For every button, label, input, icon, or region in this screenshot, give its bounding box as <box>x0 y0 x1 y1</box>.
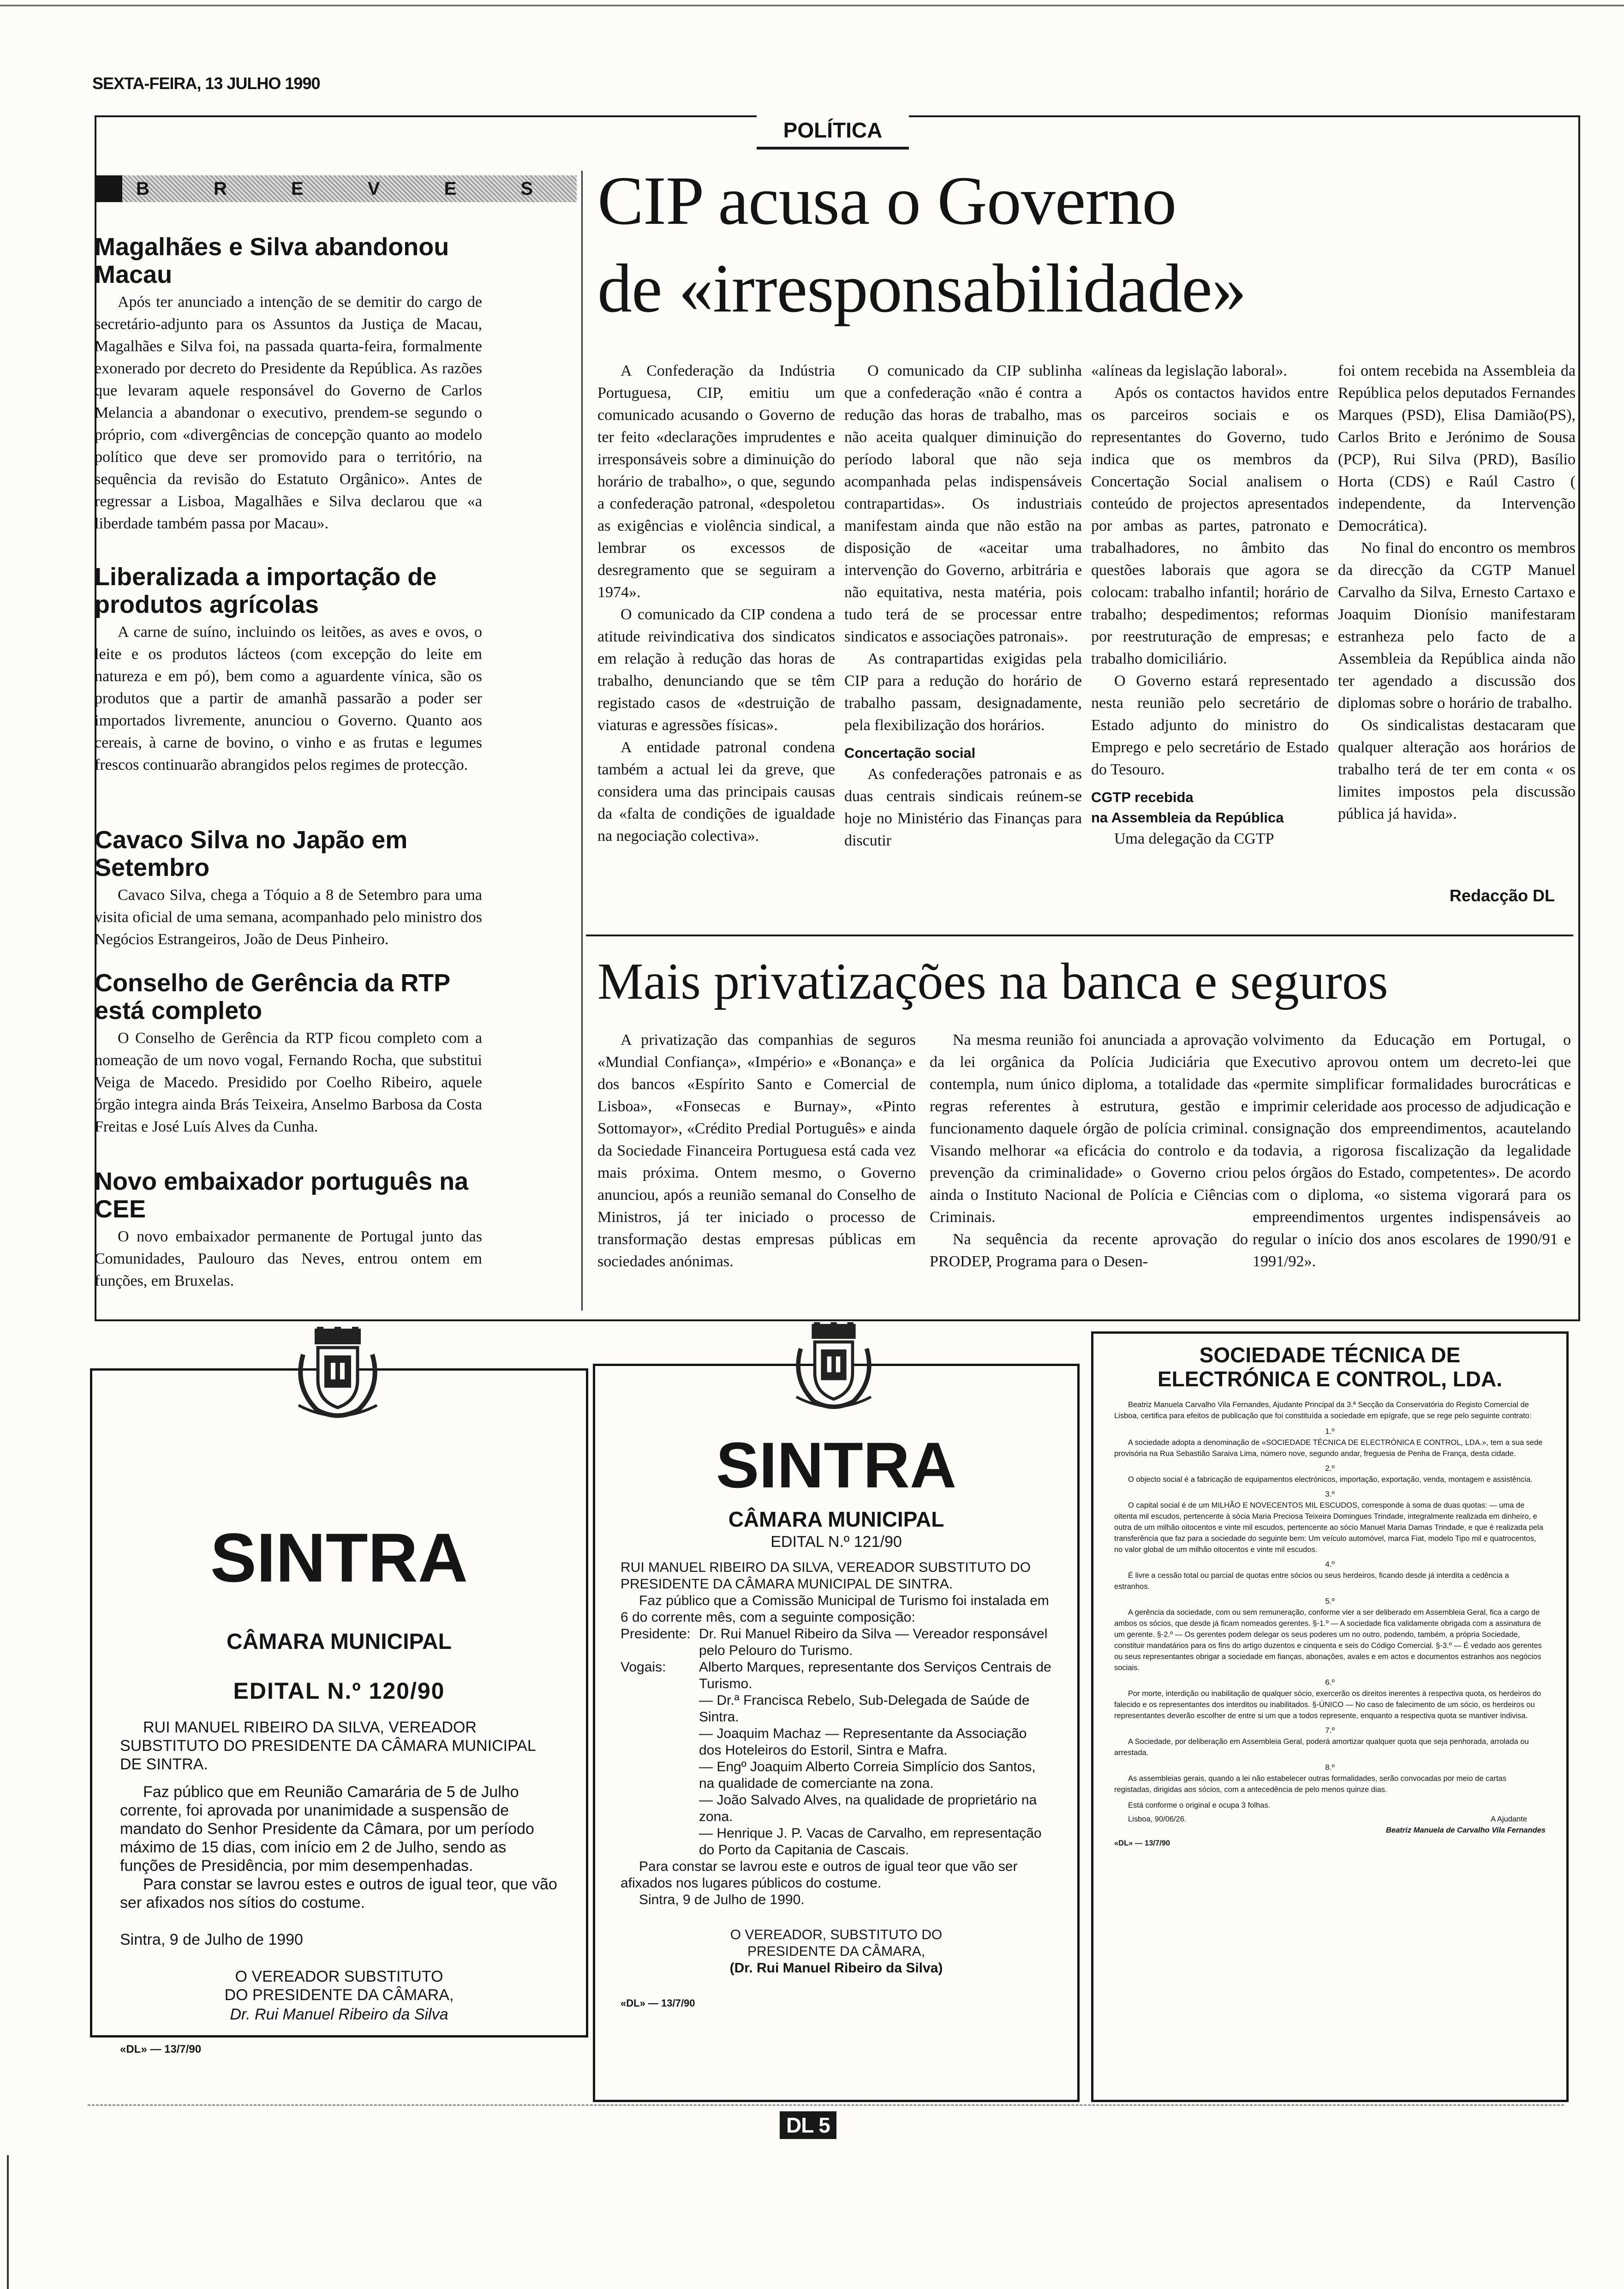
ad-label: Presidente: <box>621 1626 691 1642</box>
second-column-3 <box>1253 1029 1571 1288</box>
paragraph: As confederações patronais e as duas centrais sindicais reúnem-se hoje no Ministério das Finanças para discutir <box>844 766 1082 849</box>
article-number: 7.º <box>1325 1726 1335 1735</box>
ad-date: Sintra, 9 de Julho de 1990 <box>120 1931 303 1948</box>
paragraph: foi ontem recebida na Assembleia da República pelos deputados Fernandes Marques (PSD), Elisa Damião(PS), Carlos Brito e Jerónimo de Sousa (PCP), Rui Silva (PRD), Basílio Horta (CDS) e Raúl Castro ( independente, da Intervenção Democrática). <box>1338 362 1576 534</box>
ad-article <box>1114 1596 1546 1673</box>
subheading: Concertação social <box>844 745 976 761</box>
article-number: 4.º <box>1325 1560 1335 1569</box>
brief-magalhaes <box>95 233 482 535</box>
ad-signature-title: A Ajudante <box>1491 1815 1527 1823</box>
paragraph: Na sequência da recente aprovação do PRODEP, Programa para o Desen- <box>930 1231 1248 1270</box>
ad-paragraph: Para constar se lavrou este e outros de igual teor que vão ser afixados nos lugares públicos do costume. <box>621 1859 1018 1891</box>
article-text: O capital social é de um MILHÃO E NOVECENTOS MIL ESCUDOS, corresponde à soma de duas quotas: — uma de oitenta mil escudos, pertencente à sócia Maria Preciosa Teixeira Domingues Trindade, integralmente realizada em dinheiro, e outra de um milhão oitocentos e vinte mil escudos, pertencente ao sócio Manuel Maria Damas Trindade, e que é realizada pela transferência que faz para a sociedade do seguinte bem: Um veículo automóvel, marca Fiat, modelo Tipo mil e quatrocentos, no valor global de um milhão oitocentos e vinte mil escudos. <box>1114 1501 1544 1554</box>
brief-text: O novo embaixador permanente de Portugal junto das Comunidades, Paulouro das Neves, entrou ontem em funções, em Bruxelas. <box>95 1228 482 1289</box>
ad-signature-title: O VEREADOR SUBSTITUTO <box>235 1968 443 1985</box>
paragraph: O comunicado da CIP condena a atitude reivindicativa dos sindicatos em relação à redução das horas de trabalho, denunciando que se têm registado casos de «destruição de viaturas e agressões físicas». <box>597 606 835 734</box>
ad-article <box>1114 1677 1546 1721</box>
article-number: 6.º <box>1325 1678 1335 1687</box>
article-number: 1.º <box>1325 1427 1335 1436</box>
brief-rtp <box>95 969 482 1138</box>
story-column-3 <box>1091 360 1329 909</box>
paragraph: O comunicado da CIP sublinha que a confederação «não é contra a redução das horas de trabalho, mas não aceita qualquer diminuição do período laboral que não seja acompanhada pelas indispensáveis contrapartidas». Os industriais manifestam ainda que não estão na disposição de «aceitar uma intervenção do Governo, arbitrária e não equitativa, nesta matéria, pois tudo terá de se processar entre sindicatos e associações patronais». <box>844 362 1082 645</box>
paragraph: Uma delegação da CGTP <box>1114 830 1274 847</box>
column-rule <box>581 171 583 1311</box>
brief-text: Após ter anunciado a intenção de se demitir do cargo de secretário-adjunto para os Assuntos da Justiça de Macau, Magalhães e Silva foi, na passada quarta-feira, formalmente exonerado por decreto do Presidente da República. As razões que levaram aquele responsável do Governo de Carlos Melancia a abandonar o executivo, prendem-se segundo o próprio, com «divergências de concepção quanto ao modelo político que deve ser promovido para o território, na sequência da revisão do Estatuto Orgânico». Antes de regressar a Lisboa, Magalhães e Silva declarou que «a liberdade também passa por Macau». <box>95 294 482 532</box>
ad-president-row <box>621 1626 1052 1659</box>
story-column-4 <box>1338 360 1576 909</box>
article-text: O objecto social é a fabricação de equipamentos electrónicos, importação, exportação, venda, montagem e assistência. <box>1128 1475 1533 1484</box>
ad-edital-number: EDITAL N.º 120/90 <box>233 1678 445 1704</box>
ad-town: SINTRA <box>210 1519 468 1596</box>
article-text: A sociedade adopta a denominação de «SOCIEDADE TÉCNICA DE ELECTRÓNICA E CONTROL, LDA.», tem a sua sede provisória na Rua Sebastião Saraiva Lima, número nove, segundo andar, freguesia de Penha de França, desta cidade. <box>1114 1438 1543 1458</box>
second-column-1 <box>597 1029 916 1288</box>
article-number: 2.º <box>1325 1464 1335 1473</box>
brief-text: Cavaco Silva, chega a Tóquio a 8 de Setembro para uma visita oficial de uma semana, acompanhado pelo ministro dos Negócios Estrangeiros, João de Deus Pinheiro. <box>95 887 482 948</box>
ad-signature-name: Beatriz Manuela de Carvalho Vila Fernandes <box>1385 1826 1546 1834</box>
subheading: CGTP recebida <box>1091 789 1194 805</box>
brief-embaixador <box>95 1168 482 1292</box>
story-column-1 <box>597 360 835 909</box>
ad-list-item: — Henrique J. P. Vacas de Carvalho, em representação do Porto da Capitania de Cascais. <box>699 1826 1042 1858</box>
ad-paragraph: Faz público que a Comissão Municipal de Turismo foi instalada em 6 do corrente mês, com a seguinte composição: <box>621 1593 1049 1625</box>
section-label: POLÍTICA <box>757 115 909 150</box>
ad-list-item: Alberto Marques, representante dos Serviços Centrais de Turismo. <box>699 1660 1051 1691</box>
paragraph: «alíneas da legislação laboral». <box>1091 362 1287 379</box>
ad-signature-name: Dr. Rui Manuel Ribeiro da Silva <box>230 2006 448 2023</box>
ad-signature-name: (Dr. Rui Manuel Ribeiro da Silva) <box>729 1960 943 1976</box>
second-headline: Mais privatizações na banca e seguros <box>597 953 1388 1010</box>
article-text: A Sociedade, por deliberação em Assembleia Geral, poderá amortizar qualquer quota que seja penhorada, arrolada ou arrestada. <box>1114 1738 1529 1757</box>
ad-sociedade-tecnica <box>1091 1331 1569 2102</box>
ad-list-item: — João Salvado Alves, na qualidade de proprietário na zona. <box>699 1792 1037 1824</box>
ad-article <box>1114 1426 1546 1459</box>
ad-intro: RUI MANUEL RIBEIRO DA SILVA, VEREADOR SUBSTITUTO DO PRESIDENTE DA CÂMARA MUNICIPAL DE SINTRA. <box>120 1719 536 1773</box>
brief-title: Liberalizada a importação de produtos agrícolas <box>95 563 437 618</box>
paragraph: A entidade patronal condena também a actual lei da greve, que considera uma das principais causas da «falta de condições de igualdade na negociação colectiva». <box>597 739 835 845</box>
brief-liberalizada <box>95 563 482 776</box>
ad-intro: RUI MANUEL RIBEIRO DA SILVA, VEREADOR SUBSTITUTO DO PRESIDENTE DA CÂMARA MUNICIPAL DE SINTRA. <box>621 1560 1031 1592</box>
ad-article <box>1114 1762 1546 1795</box>
breves-column <box>95 175 577 1318</box>
subheading: na Assembleia da República <box>1091 809 1284 826</box>
ad-article <box>1114 1489 1546 1555</box>
brief-text: O Conselho de Gerência da RTP ficou completo com a nomeação de um novo vogal, Fernando Rocha, que substitui Veiga de Macedo. Presidido por Coelho Ribeiro, aquele órgão integra ainda Brás Teixeira, Anselmo Barbosa da Costa Freitas e José Luís Alves da Cunha. <box>95 1030 482 1135</box>
article-text: A gerência da sociedade, com ou sem remuneração, conforme vier a ser deliberado em Assembleia Geral, fica a cargo de ambos os sócios, que desde já ficam nomeados gerentes. §-1.º — A sociedade fica validamente obrigada com a assinatura de um gerente. §-2.º — Os gerentes podem delegar os seus poderes um no outro, podendo, também, a própria Sociedade, constituir mandatários para os fins do artigo duzentos e cinquenta e seis do Código Comercial. §-3.º — É vedado aos gerentes ou seus representantes obrigar a sociedade em fianças, abonações, avales e em actos e documentos estranhos aos negócios sociais. <box>1114 1608 1542 1672</box>
byline: Redacção DL <box>1449 886 1555 905</box>
ad-value: Dr. Rui Manuel Ribeiro da Silva — Vereador responsável pelo Pelouro do Turismo. <box>699 1626 1048 1658</box>
paragraph: A privatização das companhias de seguros «Mundial Confiança», «Império» e «Bonança» e dos bancos «Espírito Santo e Comercial de Lisboa», «Fonsecas e Burnay», «Pinto Sottomayor», «Crédito Predial Português» e ainda da Sociedade Financeira Portuguesa está cada vez mais próxima. Ontem mesmo, o Governo anunciou, após a reunião semanal do Conselho de Ministros, já ter iniciado o processo de transformação destas empresas públicas em sociedades anónimas. <box>597 1031 916 1270</box>
ad-town: SINTRA <box>716 1429 957 1501</box>
ad-title: SOCIEDADE TÉCNICA DE <box>1199 1343 1461 1367</box>
breves-square <box>95 175 122 202</box>
top-rule <box>0 5 1624 6</box>
ad-signature-title: DO PRESIDENTE DA CÂMARA, <box>224 1986 454 2004</box>
ad-list-item: — Dr.ª Francisca Rebelo, Sub-Delegada de Saúde de Sintra. <box>699 1693 1030 1725</box>
brief-title: Cavaco Silva no Japão em Setembro <box>95 826 408 881</box>
breves-label: B R E V E S <box>136 179 535 199</box>
ad-article <box>1114 1463 1546 1485</box>
brief-title: Conselho de Gerência da RTP está completo <box>95 969 450 1025</box>
ad-article <box>1114 1559 1546 1592</box>
ad-sintra-120 <box>90 1368 588 2055</box>
paragraph: No final do encontro os membros da direcção da CGTP Manuel Carvalho da Silva, Ernesto Cartaxo e Joaquim Dionísio manifestaram estranheza pelo facto de a Assembleia da República ainda não ter agendado a discussão dos diplomas sobre o horário de trabalho. <box>1338 539 1576 712</box>
paragraph: volvimento da Educação em Portugal, o Executivo aprovou ontem um decreto-lei que «permite simplificar formalidades burocráticas e imprimir celeridade aos processo de adjudicação e consignação dos empreendimentos, acautelando todavia, a rigorosa fiscalização da legalidade pelos órgãos do Estado, competentes». De acordo com o diploma, «o sistema vigorará para os empreendimentos urgentes indispensáveis ao regular o início dos anos escolares de 1990/91 e 1991/92». <box>1253 1031 1571 1270</box>
ad-signature-title: PRESIDENTE DA CÂMARA, <box>747 1944 925 1959</box>
ad-sintra-121 <box>593 1364 1080 2102</box>
paragraph: A Confederação da Indústria Portuguesa, CIP, emitiu um comunicado acusando o Governo de ter feito «declarações imprudentes e irresponsáveis sobre a diminuição do horário de trabalho», o que, segundo a confederação patronal, «despoletou as exigências e violência sindical, a lembrar os excessos de desregramento que se seguiram a 1974». <box>597 362 835 601</box>
ad-body-name: CÂMARA MUNICIPAL <box>728 1507 944 1531</box>
ad-reference: «DL» — 13/7/90 <box>1114 1839 1170 1847</box>
story-column-2 <box>844 360 1082 909</box>
ad-reference: «DL» — 13/7/90 <box>120 2043 202 2055</box>
ad-body-name: CÂMARA MUNICIPAL <box>227 1630 452 1654</box>
story-separator <box>586 935 1573 936</box>
ad-list-item: — Engº Joaquim Alberto Correia Simplício dos Santos, na qualidade de comerciante na zona. <box>699 1759 1036 1791</box>
ad-sign-row <box>1114 1814 1546 1825</box>
article-text: As assembleias gerais, quando a lei não estabelecer outras formalidades, serão convocadas por meio de cartas registadas, dirigidas aos sócios, com a antecedência de pelo menos quinze dias. <box>1114 1774 1506 1794</box>
brief-title: Magalhães e Silva abandonou Macau <box>95 233 449 288</box>
ad-closing: Está conforme o original e ocupa 3 folhas. <box>1128 1801 1271 1810</box>
ad-signature-title: O VEREADOR, SUBSTITUTO DO <box>730 1927 943 1942</box>
ad-label: Vogais: <box>621 1660 666 1675</box>
paragraph: Os sindicalistas destacaram que qualquer alteração aos horários de trabalho terá de ter em conta « os limites impostos pela discussão pública já havida». <box>1338 717 1576 822</box>
ad-date: Sintra, 9 de Julho de 1990. <box>639 1892 805 1907</box>
brief-cavaco <box>95 826 482 951</box>
ad-reference: «DL» — 13/7/90 <box>621 1997 695 2009</box>
ad-title: ELECTRÓNICA E CONTROL, LDA. <box>1157 1367 1503 1391</box>
ad-intro: Beatriz Manuela Carvalho Vila Fernandes, Ajudante Principal da 3.ª Secção da Conservatória do Registo Comercial de Lisboa, certifica para efeitos de publicação que foi constituída a sociedade em epígrafe, que se rege pelo seguinte contrato: <box>1114 1401 1532 1420</box>
ad-vogais-list <box>699 1659 1052 1858</box>
bottom-dashed-rule <box>88 2104 1564 2106</box>
ad-paragraph: Faz público que em Reunião Camarária de 5 de Julho corrente, foi aprovada por unanimidade a suspensão de mandato do Senhor Presidente da Câmara, por um período máximo de 15 dias, com início em 2 de Julho, sendo as funções de Presidência, por mim desempenhadas. <box>120 1783 534 1875</box>
page-number: DL 5 <box>780 2111 836 2139</box>
ad-paragraph: Para constar se lavrou estes e outros de igual teor, que vão ser afixados nos sítios do costume. <box>120 1876 557 1911</box>
ad-article <box>1114 1725 1546 1758</box>
ad-list-item: — Joaquim Machaz — Representante da Associação dos Hoteleiros do Estoril, Sintra e Mafra. <box>699 1726 1027 1758</box>
breves-banner <box>95 175 577 202</box>
headline-line-2: de «irresponsabilidade» <box>597 250 1246 327</box>
brief-title: Novo embaixador português na CEE <box>95 1168 469 1223</box>
headline-line-1: CIP acusa o Governo <box>597 162 1176 239</box>
paragraph: O Governo estará representado nesta reunião pelo secretário de Estado adjunto do ministro do Emprego e pelo secretário de Estado do Tesouro. <box>1091 672 1329 778</box>
article-number: 5.º <box>1325 1597 1335 1606</box>
paragraph: As contrapartidas exigidas pela CIP para a redução do horário de trabalho passam, designadamente, pela flexibilização dos horários. <box>844 650 1082 734</box>
article-number: 8.º <box>1325 1763 1335 1772</box>
article-number: 3.º <box>1325 1490 1335 1498</box>
ad-vogais-row <box>621 1659 1052 1858</box>
article-text: Por morte, interdição ou inabilitação de qualquer sócio, exercerão os direitos inerentes à respectiva quota, os herdeiros do falecido e os representantes dos interditos ou inabilitados. §-ÚNICO — No caso de falecimento de um sócio, os herdeiros ou representantes deverão escolher de entre si um que a todos represente, enquanto a respectiva quota se mantiver indivisa. <box>1114 1690 1541 1720</box>
binding-edge <box>7 2155 9 2289</box>
ad-edital-number: EDITAL N.º 121/90 <box>770 1533 902 1551</box>
date-line: SEXTA-FEIRA, 13 JULHO 1990 <box>92 74 320 93</box>
paragraph: Após os contactos havidos entre os parceiros sociais e os representantes do Governo, tudo indica que os membros da Concertação Social analisem o conteúdo de projectos apresentados por ambas as partes, patronato e trabalhadores, no âmbito das questões laborais que agora se colocam: trabalho infantil; horário de trabalho; despedimentos; reformas por reestruturação de empresas; e trabalho domiciliário. <box>1091 384 1329 667</box>
second-column-2 <box>930 1029 1248 1288</box>
ad-date: Lisboa, 90/06/26. <box>1128 1815 1187 1823</box>
paragraph: Na mesma reunião foi anunciada a aprovação da lei orgânica da Polícia Judiciária que contempla, num único diploma, a totalidade das regras referentes à estrutura, gestão e funcionamento daquele órgão de polícia criminal. Visando melhorar «a eficácia do controlo e da prevenção da criminalidade» o Governo criou ainda o Instituto Nacional de Polícia e Ciências Criminais. <box>930 1031 1248 1226</box>
article-text: É livre a cessão total ou parcial de quotas entre sócios ou seus herdeiros, ficando desde já interdita a cedência a estranhos. <box>1114 1571 1509 1591</box>
brief-text: A carne de suíno, incluindo os leitões, as aves e ovos, o leite e os produtos lácteos (com excepção do leite em natureza e em pó), bem como a aguardente vínica, são os produtos que a partir de amanhã passarão a poder ser importados livremente, anunciou o Governo. Quanto aos cereais, à carne de bovino, o vinho e as frutas e legumes frescos continuarão abrangidos pelos regimes de protecção. <box>95 623 482 773</box>
